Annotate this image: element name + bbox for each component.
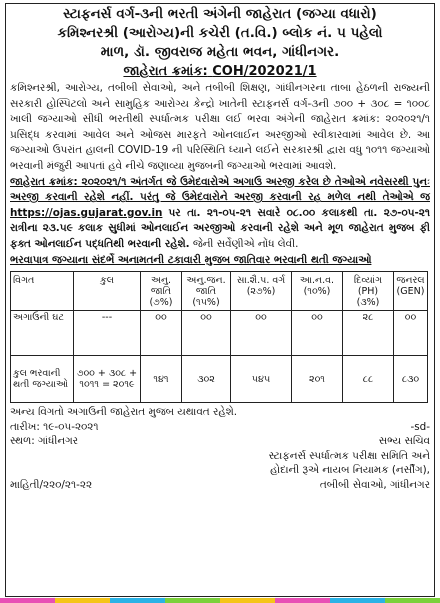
notice-tail: જેની સર્વેણીએ નોંધ લેવી. — [193, 238, 299, 250]
table-cell: ૦૦ — [141, 311, 182, 356]
designation-4: તબીબી સેવાઓ, ગાંધીનગર — [320, 478, 430, 493]
header-line-3: માળ, ડૉ. જીવરાજ મહેતા ભવન, ગાંધીનગર. — [9, 43, 431, 62]
col-header: જનરલ (GEN) — [394, 272, 428, 311]
table-cell: ૫૪૫ — [231, 356, 292, 403]
designation-3: હોદાની રૂએ નાયબ નિયામક (નર્સીંગ), — [10, 463, 430, 478]
strip-segment — [275, 598, 330, 603]
col-header: દિવ્યાંગ (PH) (૩%) — [343, 272, 394, 311]
col-header: વિગત — [11, 272, 74, 311]
strip-segment — [385, 598, 440, 603]
advertisement-number: જાહેરાત ક્રમાંક: COH/202021/1 — [9, 62, 431, 81]
footer-place: સ્થળ: ગાંધીનગર — [10, 434, 78, 449]
table-cell: ૮૩૦ — [394, 356, 428, 403]
col-header: અનુ.જન. જાતિ (૧૫%) — [182, 272, 231, 311]
strip-segment — [0, 598, 55, 603]
designation-2: સ્ટાફનર્સ સ્પર્ધાત્મક પરીક્ષા સમિતિ અને — [10, 449, 430, 464]
header-line-1: સ્ટાફનર્સ વર્ગ-૩ની ભરતી અંગેની જાહેરાત (જગ્યા વધારો) — [9, 5, 431, 24]
strip-segment — [165, 598, 220, 603]
advertisement-page — [5, 3, 435, 597]
table-cell: ૭૦૦ + ૩૦૮ + ૧૦૧૧ = ૨૦૧૯ — [74, 356, 141, 403]
table-cell: ૦૦ — [292, 311, 343, 356]
page-border — [5, 3, 435, 597]
footer — [5, 403, 435, 492]
notice-bold: જાહેરાત ક્રમાંક: ૨૦૨૦૨૧/૧ અંતર્ગત જે ઉમેદવારોએ અગાઉ અરજી કરેલ છે તેઓએ નવેસરથી પુનઃ અરજી કરવાની રહેશે નહીં. પરંતુ જે ઉમેદવારોને અરજી કરવાની રહ મળેલ નથી તેઓએ જ — [10, 176, 430, 204]
strip-segment — [110, 598, 165, 603]
body-paragraph-1: કમિશ્નરશ્રી, આરોગ્ય, તબીબી સેવાઓ, અને તબીબી શિક્ષણ, ગાંધીનગરના તાબા હેઠળની રાજ્યની સરકારી હોસ્પિટલો અને સામુહિક આરોગ્ય કેન્દ્રો ખાતેની સ્ટાફનર્સ વર્ગ-૩ની ૭૦૦ + ૩૦૮ = ૧૦૦૮ ખાલી જગ્યાઓ સીધી ભરતીથી સ્પર્ધાત્મક પરીક્ષા લઈ ભરવા અંગેની જાહેરાત ક્રમાંક: ૨૦૨૦૨૧/૧ પ્રસિદ્ધ કરવામાં આવેલ અને ઓજસ મારફતે ઓનલાઈન અરજીઓ સ્વીકારવામાં આવેલ છે. આ જગ્યાઓ ઉપરાંત હાલની COVID-19 ની પરિસ્થિતિ ધ્યાને લઈને સરકારશ્રી દ્વારા વધુ ૧૦૧૧ જગ્યાઓ ભરવાની મંજુરી આપતાં હવે નીચે જણાવ્યા મુજબની જગ્યાઓ ભરવામાં આવશે. — [5, 81, 435, 175]
notice-dates: પર તા. ૨૧-૦૫-૨૧ સવારે ૦૮.૦૦ કલાકથી તા. ૨૭-૦૫-૨૧ રાત્રીના ૨૩.૫૯ કલાક સુધીમાં ઓનલાઈન અરજીઓ કરવાની રહેશે અને મૂળ જાહેરાત મુજબ ફી ફક્ત ઓનલાઈન પદ્ધતિથી ભરવાની રહેશે. — [10, 207, 430, 250]
col-header: આ.ન.વ. (૧૦%) — [292, 272, 343, 311]
ojas-link[interactable]: https://ojas.gujarat.gov.in — [10, 207, 162, 219]
info-number: માહિતી/૨૨૦/૨૧-૨૨ — [10, 478, 92, 493]
color-strip — [0, 598, 440, 603]
table-cell: ૦૦ — [394, 311, 428, 356]
col-header: કુલ — [74, 272, 141, 311]
table-cell: ૨૦૧ — [292, 356, 343, 403]
table-cell: ૨૮ — [343, 311, 394, 356]
table-cell: અગાઉની ઘટ — [11, 311, 74, 356]
table-cell: કુલ ભરવાની થતી જગ્યાઓ — [11, 356, 74, 403]
header-line-2: કમિશ્નરશ્રી (આરોગ્ય)ની કચેરી (ત.વિ.) બ્લોક નં. ૫ પહેલો — [9, 24, 431, 43]
footer-note: અન્ય વિગતો અગાઉની જાહેરાત મુજબ યથાવત રહેશે. — [10, 405, 430, 420]
strip-segment — [55, 598, 110, 603]
table-cell: ૧૪૧ — [141, 356, 182, 403]
table-cell: ૦૦ — [231, 311, 292, 356]
col-header: અનુ. જાતિ (૭%) — [141, 272, 182, 311]
designation-1: સભ્ય સચિવ — [379, 434, 430, 449]
footer-date: તારીખ: ૧૯-૦૫-૨૦૨૧ — [10, 420, 99, 435]
signature-sd: -sd- — [410, 420, 430, 435]
col-header: સા.શૈ.પ. વર્ગ (૨૭%) — [231, 272, 292, 311]
table-cell: ૮૮ — [343, 356, 394, 403]
strip-segment — [330, 598, 385, 603]
table-cell: --- — [74, 311, 141, 356]
strip-segment — [220, 598, 275, 603]
table-cell: ૦૦ — [182, 311, 231, 356]
table-caption: ભરવાપાત્ર જગ્યાના સંદર્ભે અનામતની ટકાવારી મુજબ જાતિવાર ભરવાની થતી જગ્યાઓ — [5, 253, 435, 269]
table-cell: ૩૦૨ — [182, 356, 231, 403]
